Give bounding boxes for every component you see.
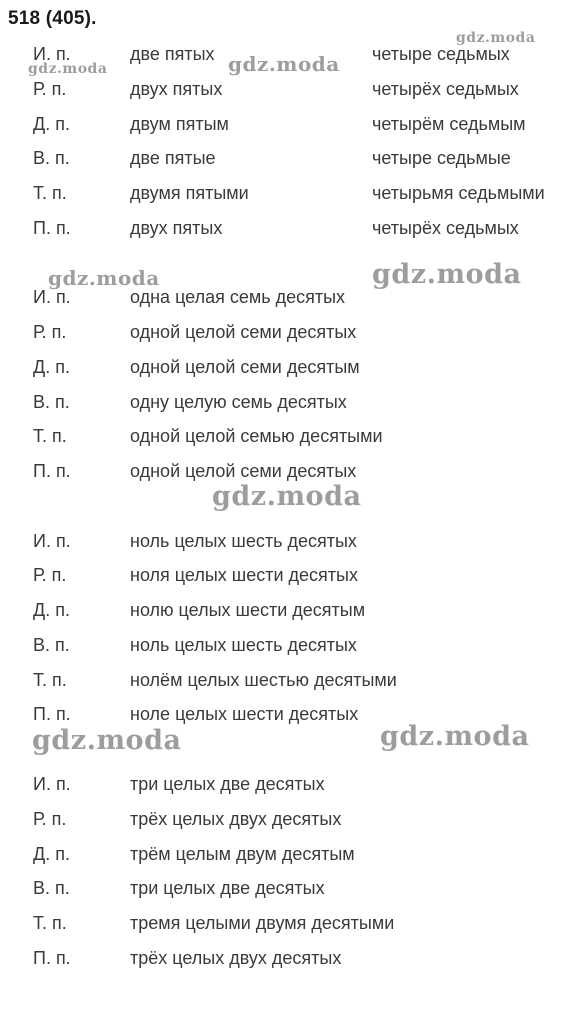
case-label: В. п. <box>33 878 70 898</box>
numeral-form: трём целым двум десятым <box>130 844 355 864</box>
case-label: И. п. <box>33 287 71 307</box>
case-label: Т. п. <box>33 670 67 690</box>
declension-row <box>0 807 573 831</box>
watermark: gdz.moda <box>212 481 362 512</box>
numeral-form: одной целой семью десятыми <box>130 426 383 446</box>
numeral-form: двух пятых <box>130 218 223 238</box>
case-label: Д. п. <box>33 357 70 377</box>
watermark: gdz.moda <box>48 266 160 290</box>
case-label: И. п. <box>33 774 71 794</box>
numeral-form: двум пятым <box>130 114 229 134</box>
numeral-form: двух пятых <box>130 79 223 99</box>
watermark: gdz.moda <box>28 61 108 77</box>
declension-row <box>0 285 573 309</box>
declension-row <box>0 876 573 900</box>
case-label: Д. п. <box>33 600 70 620</box>
numeral-form: одной целой семи десятым <box>130 357 360 377</box>
case-label: В. п. <box>33 148 70 168</box>
declension-row <box>0 842 573 866</box>
declension-row <box>0 181 573 205</box>
watermark: gdz.moda <box>32 725 182 756</box>
declension-row <box>0 459 573 483</box>
numeral-form-second: четырьмя седьмыми <box>372 183 545 203</box>
numeral-form: трёх целых двух десятых <box>130 948 342 968</box>
declension-row <box>0 216 573 240</box>
case-label: Т. п. <box>33 426 67 446</box>
case-label: И. п. <box>33 531 71 551</box>
numeral-form: одной целой семи десятых <box>130 461 357 481</box>
case-label: П. п. <box>33 948 71 968</box>
case-label: Р. п. <box>33 565 67 585</box>
declension-row <box>0 668 573 692</box>
case-label: Р. п. <box>33 322 67 342</box>
declension-row <box>0 563 573 587</box>
numeral-form: одну целую семь десятых <box>130 392 347 412</box>
watermark: gdz.moda <box>456 30 536 46</box>
watermark: gdz.moda <box>372 259 522 290</box>
numeral-form: одна целая семь десятых <box>130 287 346 307</box>
numeral-form: нолю целых шести десятым <box>130 600 366 620</box>
numeral-form: три целых две десятых <box>130 878 325 898</box>
declension-row <box>0 355 573 379</box>
case-label: Т. п. <box>33 913 67 933</box>
declension-row <box>0 946 573 970</box>
case-label: П. п. <box>33 461 71 481</box>
numeral-form: одной целой семи десятых <box>130 322 357 342</box>
declension-row <box>0 390 573 414</box>
case-label: Д. п. <box>33 114 70 134</box>
case-label: Р. п. <box>33 79 67 99</box>
declension-row <box>0 320 573 344</box>
numeral-form: две пятых <box>130 44 215 64</box>
declension-row <box>0 529 573 553</box>
numeral-form-second: четыре седьмых <box>372 44 510 64</box>
declension-row <box>0 424 573 448</box>
case-label: Д. п. <box>33 844 70 864</box>
numeral-form: ноле целых шести десятых <box>130 704 359 724</box>
numeral-form: нолём целых шестью десятыми <box>130 670 397 690</box>
declension-row <box>0 633 573 657</box>
declension-row <box>0 772 573 796</box>
numeral-form: тремя целыми двумя десятыми <box>130 913 395 933</box>
numeral-form: три целых две десятых <box>130 774 325 794</box>
declension-row <box>0 77 573 101</box>
numeral-form: ноль целых шесть десятых <box>130 635 357 655</box>
numeral-form-second: четырёх седьмых <box>372 218 519 238</box>
numeral-form: ноля целых шести десятых <box>130 565 358 585</box>
case-label: В. п. <box>33 392 70 412</box>
case-label: П. п. <box>33 704 71 724</box>
numeral-form-second: четырём седьмым <box>372 114 526 134</box>
declension-row <box>0 42 573 66</box>
declension-row <box>0 598 573 622</box>
declension-row <box>0 911 573 935</box>
numeral-form: две пятые <box>130 148 216 168</box>
numeral-form: трёх целых двух десятых <box>130 809 342 829</box>
case-label: В. п. <box>33 635 70 655</box>
watermark: gdz.moda <box>380 721 530 752</box>
case-label: Р. п. <box>33 809 67 829</box>
declension-row <box>0 112 573 136</box>
case-label: Т. п. <box>33 183 67 203</box>
numeral-form: двумя пятыми <box>130 183 249 203</box>
case-label: И. п. <box>33 44 71 64</box>
numeral-form: ноль целых шесть десятых <box>130 531 357 551</box>
case-label: П. п. <box>33 218 71 238</box>
declension-row <box>0 146 573 170</box>
numeral-form-second: четыре седьмые <box>372 148 511 168</box>
declension-row <box>0 702 573 726</box>
numeral-form-second: четырёх седьмых <box>372 79 519 99</box>
watermark: gdz.moda <box>228 52 340 76</box>
exercise-number: 518 (405). <box>8 8 97 29</box>
